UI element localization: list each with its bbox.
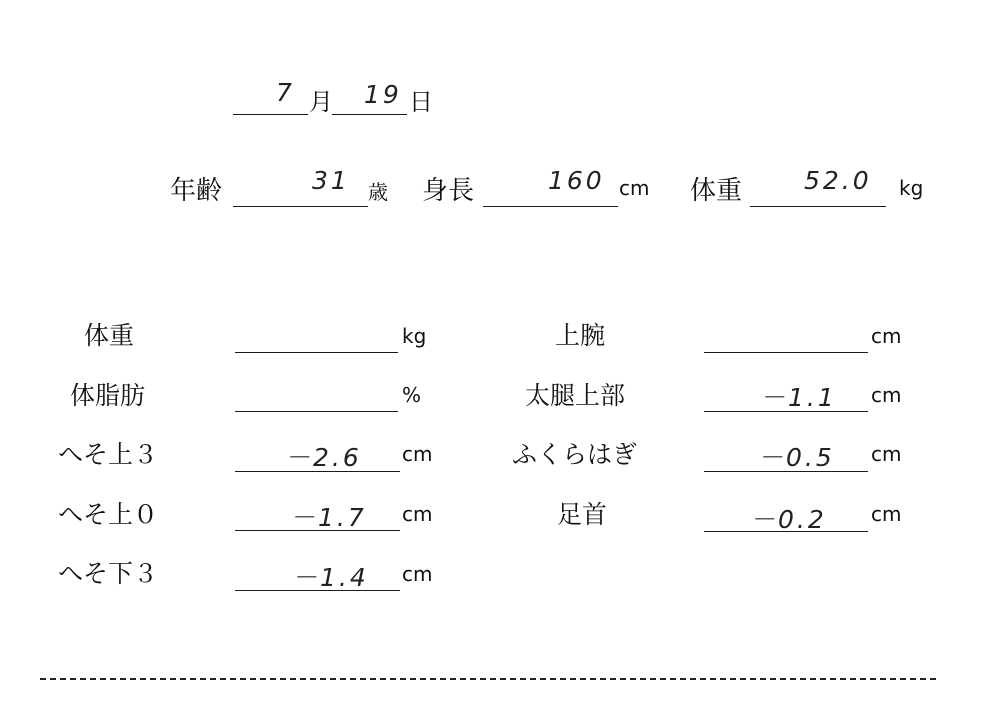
height-unit: cm [619, 176, 650, 200]
right-row-value: －0.5 [758, 443, 835, 472]
right-row-line [704, 352, 868, 353]
left-row-value: －1.4 [292, 563, 369, 592]
month-label: 月 [309, 88, 333, 116]
right-row-label: 上腕 [555, 321, 606, 350]
age-line [233, 206, 368, 207]
right-row-value: －1.1 [760, 383, 837, 412]
age-unit: 歳 [368, 180, 388, 204]
left-row-unit: cm [402, 502, 433, 526]
height-value: 160 [548, 166, 605, 195]
weight-unit: kg [899, 176, 924, 200]
height-line [483, 206, 618, 207]
left-row-unit: % [402, 383, 422, 407]
left-row-unit: cm [402, 442, 433, 466]
day-value: 19 [364, 80, 402, 109]
left-row-label: へそ上３ [58, 440, 159, 469]
age-value: 31 [312, 166, 350, 195]
right-row-value: －0.2 [750, 505, 827, 534]
left-row-label: 体重 [84, 321, 135, 350]
right-row-label: 足首 [557, 500, 608, 529]
left-row-label: へそ上０ [58, 500, 159, 529]
right-row-unit: cm [871, 383, 902, 407]
left-row-unit: cm [402, 562, 433, 586]
right-row-label: 太腿上部 [525, 381, 626, 410]
left-row-line [235, 411, 398, 412]
left-row-unit: kg [402, 324, 427, 348]
right-row-unit: cm [871, 324, 902, 348]
day-label: 日 [409, 88, 433, 116]
cut-line [40, 678, 936, 680]
weight-label: 体重 [690, 176, 743, 206]
weight-line [750, 206, 886, 207]
height-label: 身長 [422, 176, 475, 206]
left-row-label: へそ下３ [58, 559, 159, 588]
left-row-value: －2.6 [285, 443, 362, 472]
left-row-value: －1.7 [290, 503, 367, 532]
age-label: 年齢 [170, 176, 223, 206]
day-line [332, 114, 407, 115]
weight-value: 52.0 [804, 166, 872, 195]
left-row-line [235, 352, 398, 353]
right-row-label: ふくらはぎ [512, 440, 638, 469]
right-row-unit: cm [871, 442, 902, 466]
month-line [233, 114, 308, 115]
month-value: 7 [276, 78, 295, 107]
right-row-unit: cm [871, 502, 902, 526]
left-row-label: 体脂肪 [70, 381, 146, 410]
